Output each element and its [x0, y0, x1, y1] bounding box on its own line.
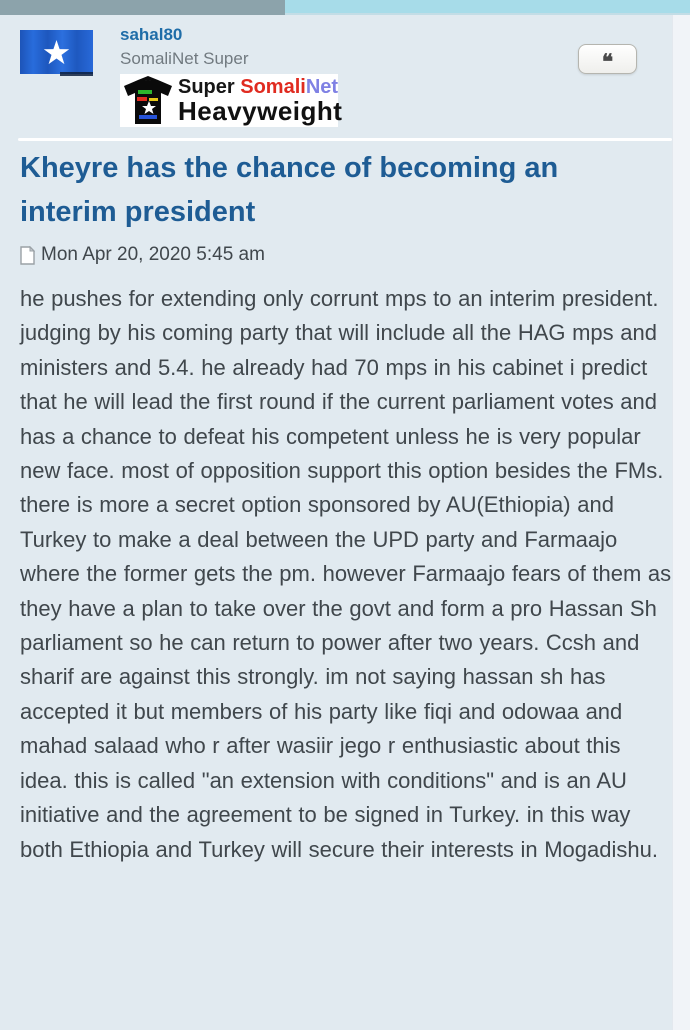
header-divider	[18, 138, 672, 141]
username-link[interactable]: sahal80	[120, 25, 183, 44]
post-document-icon	[20, 246, 35, 265]
post-author-block	[120, 24, 343, 127]
rank-badge-text	[176, 77, 342, 125]
badge-word-super: Super	[178, 75, 241, 98]
rank-badge-image	[120, 74, 343, 127]
horizontal-scrollbar-thumb[interactable]	[0, 0, 285, 15]
badge-word-heavyweight: Heavyweight	[178, 95, 343, 126]
avatar[interactable]	[20, 30, 93, 76]
vertical-scrollbar-track[interactable]	[672, 15, 690, 1030]
post-body: he pushes for extending only corrunt mps to an interim president. judging by his coming party that will include all the HAG mps and ministers and 5.4. he already had 70 mps in his cabinet i predict that he will lead the first round if the current parliament votes and has a chance to defeat his competent unless he is very popular new face. most of opposition support this option besides the FMs. there is more a secret option sponsored by AU(Ethiopia) and Turkey to make a deal between the UPD party and Farmaajo where the former gets the pm. however Farmaajo fears of them as they have a plan to take over the govt and form a pro Hassan Sh parliament so he can return to power after two years. Ccsh and sharif are against this strongly. im not saying hassan sh has accepted it but members of his party like fiqi and odowaa and mahad salaad who r after wasiir jego r enthusiastic about this idea. this is called "an extension with conditions" and is an AU initiative and the agreement to be signed in Turkey. in this way both Ethiopia and Turkey will secure their interests in Mogadishu.	[20, 286, 672, 862]
horizontal-scrollbar-track[interactable]	[0, 0, 690, 15]
post-title: Kheyre has the chance of becoming an interim president	[20, 152, 559, 228]
quote-button[interactable]	[578, 44, 637, 74]
badge-word-net: Net	[305, 75, 339, 98]
tshirt-icon	[120, 74, 176, 127]
quote-icon: ❝	[601, 48, 614, 74]
badge-word-somali: Somali	[240, 75, 306, 98]
post-date: Mon Apr 20, 2020 5:45 am	[41, 244, 265, 265]
user-rank: SomaliNet Super	[120, 49, 249, 68]
post-date-row	[20, 243, 265, 267]
somalia-flag-icon	[20, 30, 93, 76]
